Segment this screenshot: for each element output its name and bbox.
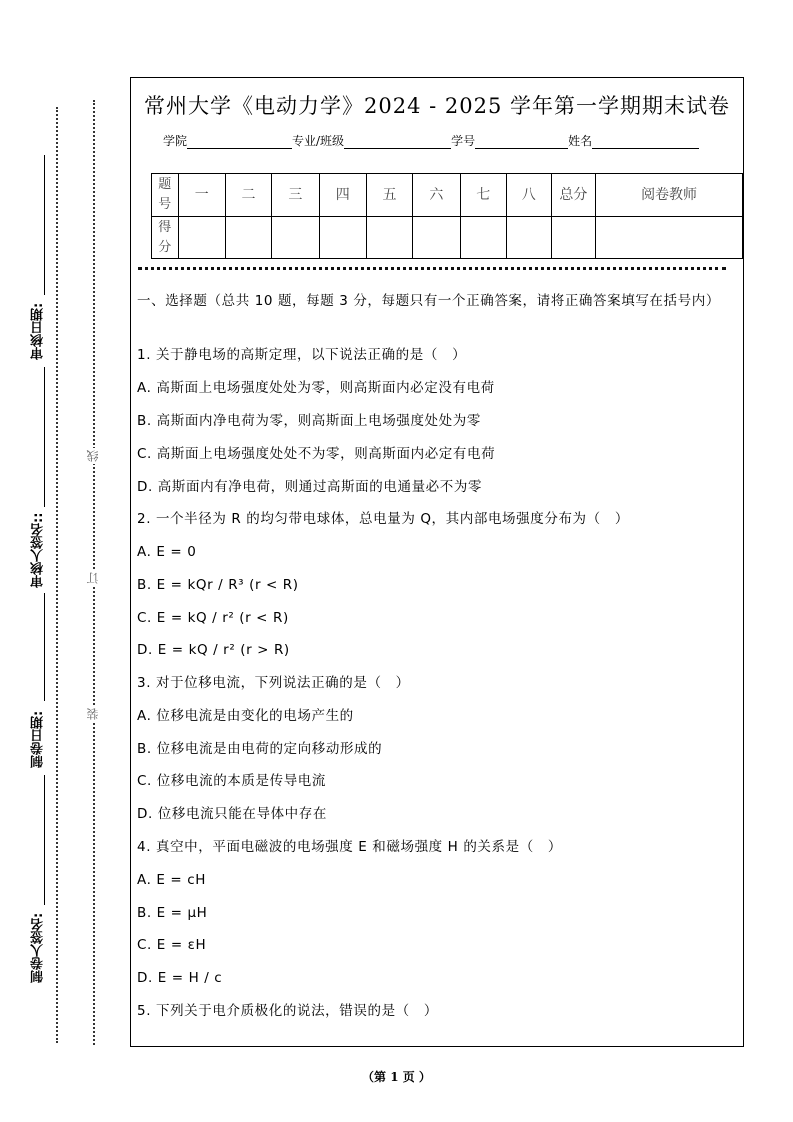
major-class-label: 专业/班级 xyxy=(292,134,345,148)
dotted-separator xyxy=(138,267,726,270)
score-cell-6[interactable] xyxy=(413,217,460,259)
question-4-stem: 4. 真空中，平面电磁波的电场强度 E 和磁场强度 H 的关系是（ ） xyxy=(137,839,563,855)
college-label: 学院 xyxy=(163,134,188,148)
col-2: 二 xyxy=(225,174,271,217)
binding-dotted-line-outer xyxy=(56,107,58,1043)
question-4-option-d: D. E = H / c xyxy=(137,970,223,986)
question-3-option-a: A. 位移电流是由变化的电场产生的 xyxy=(137,708,354,724)
cut-mark-line: 线 xyxy=(86,450,100,462)
question-1-option-c: C. 高斯面上电场强度处处不为零，则高斯面内必定有电荷 xyxy=(137,446,496,462)
question-number-head: 题号 xyxy=(152,174,179,217)
question-2-option-c: C. E = kQ / r² (r < R) xyxy=(137,610,289,626)
question-4-option-b: B. E = μH xyxy=(137,905,208,921)
score-cell-1[interactable] xyxy=(178,217,225,259)
col-4: 四 xyxy=(319,174,366,217)
cut-mark-bind: 订 xyxy=(86,572,100,584)
score-cell-grader[interactable] xyxy=(596,217,743,259)
make-date-label: 制卷日期: xyxy=(31,710,46,768)
score-table-score-row xyxy=(152,217,743,259)
page-number: （第 1 页 ） xyxy=(362,1070,431,1084)
make-date-line xyxy=(44,593,45,701)
score-cell-4[interactable] xyxy=(319,217,366,259)
question-1-stem: 1. 关于静电场的高斯定理，以下说法正确的是（ ） xyxy=(137,347,467,363)
review-date-line xyxy=(44,155,45,295)
col-6: 六 xyxy=(413,174,460,217)
question-2-stem: 2. 一个半径为 R 的均匀带电球体，总电量为 Q，其内部电场强度分布为（ ） xyxy=(137,511,629,527)
exam-frame xyxy=(130,77,744,1047)
col-3: 三 xyxy=(272,174,319,217)
question-2-option-b: B. E = kQr / R³ (r < R) xyxy=(137,577,299,593)
score-cell-8[interactable] xyxy=(506,217,551,259)
col-7: 七 xyxy=(460,174,506,217)
question-5-stem: 5. 下列关于电介质极化的说法，错误的是（ ） xyxy=(137,1003,438,1019)
exam-title: 常州大学《电动力学》2024 - 2025 学年第一学期期末试卷 xyxy=(143,94,730,118)
maker-signature-line xyxy=(44,775,45,905)
major-class-field[interactable] xyxy=(344,136,451,149)
question-2-option-a: A. E = 0 xyxy=(137,544,197,560)
question-3-option-b: B. 位移电流是由电荷的定向移动形成的 xyxy=(137,741,383,757)
col-5: 五 xyxy=(366,174,412,217)
question-2-option-d: D. E = kQ / r² (r > R) xyxy=(137,642,290,658)
score-cell-2[interactable] xyxy=(225,217,271,259)
review-date-label: 审核日期: xyxy=(31,302,46,360)
cut-mark-fold: 装 xyxy=(86,708,100,720)
question-4-option-a: A. E = cH xyxy=(137,872,206,888)
name-field[interactable] xyxy=(592,136,699,149)
question-1-option-a: A. 高斯面上电场强度处处为零，则高斯面内必定没有电荷 xyxy=(137,380,495,396)
question-1-option-b: B. 高斯面内净电荷为零，则高斯面上电场强度处处为零 xyxy=(137,413,481,429)
section-heading: 一、选择题（总共 10 题，每题 3 分，每题只有一个正确答案，请将正确答案填写在括号内） xyxy=(137,293,720,309)
question-4-option-c: C. E = εH xyxy=(137,937,207,953)
score-cell-total[interactable] xyxy=(551,217,596,259)
col-grader: 阅卷教师 xyxy=(596,174,743,217)
col-1: 一 xyxy=(178,174,225,217)
score-head: 得分 xyxy=(152,217,179,259)
student-id-field[interactable] xyxy=(475,136,568,149)
score-cell-3[interactable] xyxy=(272,217,319,259)
score-table-header-row xyxy=(152,174,743,217)
score-table xyxy=(151,173,743,259)
score-cell-7[interactable] xyxy=(460,217,506,259)
reviewer-signature-label: 审核人签名:: xyxy=(31,512,46,588)
student-id-label: 学号 xyxy=(451,134,476,148)
name-label: 姓名 xyxy=(568,134,593,148)
col-total: 总分 xyxy=(551,174,596,217)
col-8: 八 xyxy=(506,174,551,217)
question-1-option-d: D. 高斯面内有净电荷，则通过高斯面的电通量必不为零 xyxy=(137,479,483,495)
reviewer-signature-line xyxy=(44,367,45,507)
question-3-option-d: D. 位移电流只能在导体中存在 xyxy=(137,806,327,822)
score-cell-5[interactable] xyxy=(366,217,412,259)
question-3-stem: 3. 对于位移电流，下列说法正确的是（ ） xyxy=(137,675,410,691)
student-info-row xyxy=(163,132,699,149)
college-field[interactable] xyxy=(187,136,292,149)
question-3-option-c: C. 位移电流的本质是传导电流 xyxy=(137,773,327,789)
maker-signature-label: 制卷人签名: xyxy=(31,912,46,984)
